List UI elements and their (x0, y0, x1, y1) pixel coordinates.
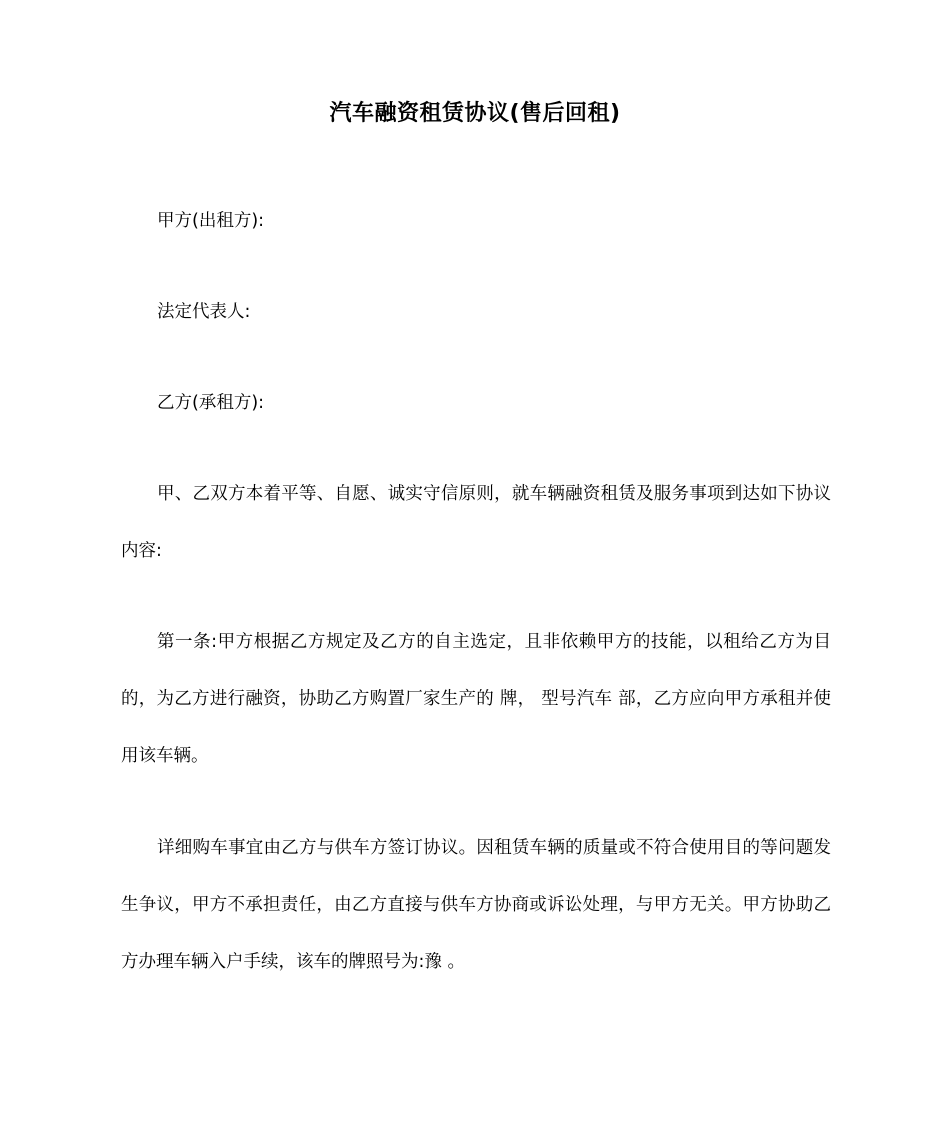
lessor-field-label: 甲方(出租方): (157, 211, 265, 231)
legal-representative-label: 法定代表人: (157, 302, 251, 322)
purchase-details-paragraph: 详细购车事宜由乙方与供车方签订协议。因租赁车辆的质量或不符合使用目的等问题发生争议，甲方不承担责任，由乙方直接与供车方协商或诉讼处理，与甲方无关。甲方协助乙方办理车辆入户手续，该车的牌照号为:豫 。 (121, 838, 831, 972)
article-1-paragraph: 第一条:甲方根据乙方规定及乙方的自主选定，且非依赖甲方的技能，以租给乙方为目的，为乙方进行融资，协助乙方购置厂家生产的 牌， 型号汽车 部，乙方应向甲方承租并使用该车辆。 (121, 632, 831, 766)
lessee-field-label: 乙方(承租方): (157, 393, 265, 413)
document-title: 汽车融资租赁协议(售后回租) (329, 101, 621, 126)
intro-paragraph: 甲、乙双方本着平等、自愿、诚实守信原则，就车辆融资租赁及服务事项到达如下协议内容: (121, 484, 831, 561)
